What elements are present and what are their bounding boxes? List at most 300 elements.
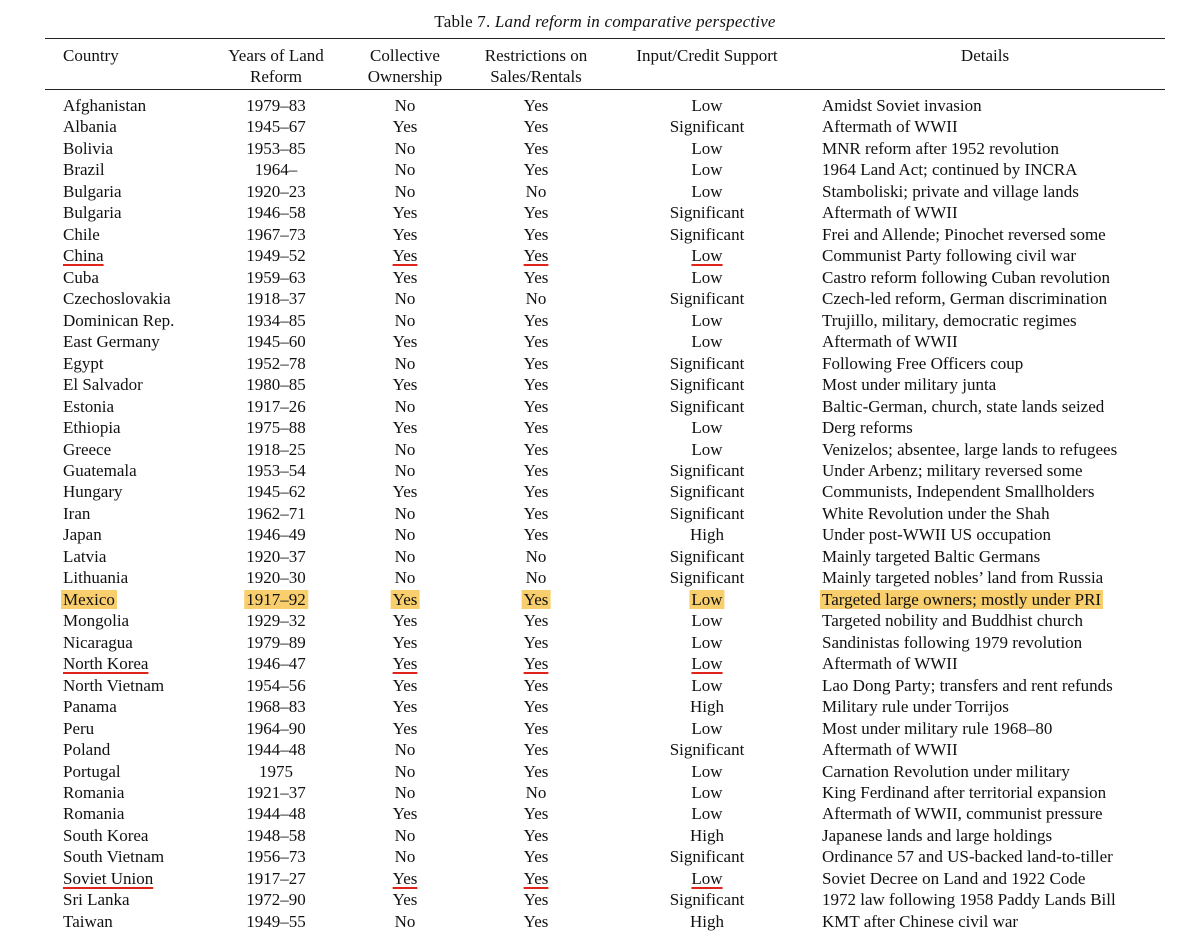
cell-collective-text: Yes <box>392 804 418 824</box>
cell-restrictions <box>524 846 549 867</box>
cell-years <box>246 181 306 202</box>
table-row <box>0 202 1200 223</box>
cell-collective-text: Yes <box>392 117 418 137</box>
cell-details <box>822 803 1103 824</box>
cell-details-text: Targeted nobility and Buddhist church <box>822 611 1084 631</box>
cell-details <box>822 138 1059 159</box>
cell-country <box>63 868 153 889</box>
cell-input-support <box>691 245 722 266</box>
table-row <box>0 610 1200 631</box>
cell-years <box>246 245 306 266</box>
cell-restrictions <box>524 95 549 116</box>
cell-details-text: Lao Dong Party; transfers and rent refunds <box>822 675 1113 695</box>
cell-input-support-text: High <box>690 911 724 931</box>
table-row <box>0 181 1200 202</box>
cell-input-support-text: Low <box>691 654 723 674</box>
cell-details-text: Aftermath of WWII <box>822 740 958 760</box>
table-body <box>0 95 1200 932</box>
cell-details <box>822 524 1051 545</box>
cell-input-support <box>670 396 745 417</box>
cell-restrictions <box>524 417 549 438</box>
cell-country-text: Bulgaria <box>63 181 122 201</box>
cell-details-text: Castro reform following Cuban revolution <box>822 267 1111 287</box>
cell-collective <box>395 460 416 481</box>
cell-restrictions <box>524 675 549 696</box>
cell-years <box>246 803 306 824</box>
cell-country <box>63 761 121 782</box>
cell-years-text: 1946–58 <box>246 203 306 223</box>
cell-years-text: 1948–58 <box>246 825 306 845</box>
cell-restrictions <box>526 782 547 803</box>
table-title: Land reform in comparative perspective <box>494 12 776 31</box>
table-row <box>0 374 1200 395</box>
cell-input-support-text: Low <box>691 632 723 652</box>
cell-restrictions <box>524 739 549 760</box>
cell-years <box>246 868 306 889</box>
cell-years <box>246 739 306 760</box>
cell-details-text: Targeted large owners; mostly under PRI <box>822 589 1102 609</box>
cell-country <box>63 696 117 717</box>
cell-years-text: 1953–85 <box>246 138 306 158</box>
cell-years <box>246 653 306 674</box>
cell-details-text: Following Free Officers coup <box>822 353 1024 373</box>
cell-input-support-text: Low <box>691 181 723 201</box>
cell-details <box>822 718 1052 739</box>
cell-country <box>63 803 124 824</box>
cell-restrictions-text: Yes <box>523 654 549 674</box>
cell-collective-text: No <box>394 160 416 180</box>
cell-collective-text: Yes <box>392 375 418 395</box>
cell-collective <box>393 632 418 653</box>
cell-restrictions-text: Yes <box>523 439 549 459</box>
cell-details-text: Trujillo, military, democratic regimes <box>822 310 1077 330</box>
cell-restrictions-text: Yes <box>523 890 549 910</box>
cell-country <box>63 911 113 932</box>
cell-input-support-text: Low <box>691 783 723 802</box>
cell-restrictions-text: No <box>525 568 547 588</box>
cell-restrictions-text: Yes <box>523 203 549 223</box>
cell-input-support-text: Significant <box>669 396 745 416</box>
cell-country-text: Nicaragua <box>63 632 133 652</box>
cell-restrictions <box>524 202 549 223</box>
cell-country <box>63 653 148 674</box>
cell-collective <box>395 310 416 331</box>
cell-details-text: Sandinistas following 1979 revolution <box>822 632 1083 652</box>
cell-input-support <box>691 439 722 460</box>
cell-restrictions-text: Yes <box>523 589 549 609</box>
table-row <box>0 267 1200 288</box>
cell-collective-text: No <box>394 439 416 459</box>
cell-input-support <box>691 181 722 202</box>
cell-years <box>246 889 306 910</box>
cell-input-support <box>691 868 722 889</box>
cell-input-support-text: Significant <box>669 740 745 760</box>
header-country <box>63 45 119 66</box>
cell-details-text: Most under military junta <box>822 375 997 395</box>
cell-years <box>246 632 306 653</box>
table-row <box>0 567 1200 588</box>
cell-country-text: China <box>63 246 104 266</box>
cell-collective <box>395 825 416 846</box>
cell-collective <box>395 546 416 567</box>
cell-input-support <box>670 116 745 137</box>
cell-years <box>246 417 306 438</box>
cell-details <box>822 653 958 674</box>
cell-years <box>246 116 306 137</box>
cell-country-text: Portugal <box>63 761 121 781</box>
cell-country <box>63 202 122 223</box>
table-row <box>0 825 1200 846</box>
cell-restrictions-text: Yes <box>523 418 549 438</box>
cell-restrictions-text: Yes <box>523 761 549 781</box>
cell-details-text: 1972 law following 1958 Paddy Lands Bill <box>822 890 1116 910</box>
cell-details <box>822 288 1107 309</box>
cell-collective <box>393 267 418 288</box>
cell-details-text: Communists, Independent Smallholders <box>822 482 1095 502</box>
cell-country <box>63 460 137 481</box>
cell-restrictions-text: Yes <box>523 267 549 287</box>
cell-country <box>63 95 146 116</box>
cell-collective <box>393 245 418 266</box>
cell-restrictions <box>524 353 549 374</box>
cell-restrictions-text: Yes <box>523 246 549 266</box>
cell-country-text: North Vietnam <box>63 675 165 695</box>
cell-country <box>63 503 90 524</box>
cell-details <box>822 310 1077 331</box>
cell-years <box>246 95 306 116</box>
cell-details-text: Aftermath of WWII <box>822 203 958 223</box>
cell-country-text: Cuba <box>63 267 99 287</box>
cell-collective-text: No <box>394 525 416 545</box>
cell-country-text: Poland <box>63 740 111 760</box>
cell-years <box>246 481 306 502</box>
cell-restrictions-text: Yes <box>523 697 549 717</box>
cell-collective-text: No <box>394 911 416 931</box>
cell-details <box>822 245 1076 266</box>
cell-details <box>822 675 1113 696</box>
cell-collective <box>395 782 416 803</box>
cell-collective <box>395 138 416 159</box>
cell-collective-text: Yes <box>392 332 418 352</box>
cell-input-support <box>670 202 745 223</box>
cell-restrictions <box>524 589 549 610</box>
cell-country <box>63 417 121 438</box>
cell-details-text: Soviet Decree on Land and 1922 Code <box>822 868 1086 888</box>
cell-details-text: Aftermath of WWII <box>822 332 958 352</box>
cell-country-text: Latvia <box>63 546 107 566</box>
cell-details-text: 1964 Land Act; continued by INCRA <box>822 160 1078 180</box>
cell-years <box>246 202 306 223</box>
cell-collective-text: Yes <box>392 246 418 266</box>
table-row <box>0 889 1200 910</box>
header-input-support-label: Input/Credit Support <box>636 46 778 65</box>
cell-collective-text: No <box>394 181 416 201</box>
cell-details-text: Stamboliski; private and village lands <box>822 181 1079 201</box>
cell-collective-text: No <box>394 568 416 588</box>
cell-restrictions <box>524 803 549 824</box>
cell-restrictions-text: No <box>525 783 547 802</box>
cell-collective-text: Yes <box>392 697 418 717</box>
cell-years <box>246 610 306 631</box>
table-row <box>0 675 1200 696</box>
cell-restrictions-text: Yes <box>523 804 549 824</box>
cell-years-text: 1949–52 <box>246 246 306 266</box>
cell-input-support <box>691 417 722 438</box>
cell-collective <box>393 610 418 631</box>
cell-restrictions-text: Yes <box>523 460 549 480</box>
cell-input-support-text: Significant <box>669 117 745 137</box>
cell-years <box>246 567 306 588</box>
cell-country-text: Bolivia <box>63 138 114 158</box>
header-collective-line2: Ownership <box>367 67 443 86</box>
cell-country <box>63 632 133 653</box>
cell-details <box>822 868 1085 889</box>
cell-input-support <box>670 224 745 245</box>
cell-input-support-text: Significant <box>669 482 745 502</box>
cell-details <box>822 159 1077 180</box>
cell-input-support-text: Low <box>691 138 723 158</box>
cell-details <box>822 610 1083 631</box>
cell-years-text: 1952–78 <box>246 353 306 373</box>
cell-years <box>246 503 306 524</box>
cell-input-support-text: Low <box>691 310 723 330</box>
cell-years <box>259 761 293 782</box>
cell-years-text: 1918–25 <box>246 439 306 459</box>
cell-restrictions-text: Yes <box>523 525 549 545</box>
cell-restrictions <box>524 696 549 717</box>
cell-restrictions <box>524 632 549 653</box>
cell-collective-text: No <box>394 353 416 373</box>
cell-details-text: Ordinance 57 and US-backed land-to-tiller <box>822 847 1113 867</box>
cell-country-text: South Korea <box>63 825 149 845</box>
cell-restrictions-text: Yes <box>523 718 549 738</box>
cell-country-text: East Germany <box>63 332 160 352</box>
cell-details-text: Derg reforms <box>822 418 913 438</box>
cell-collective-text: Yes <box>392 890 418 910</box>
cell-years-text: 1968–83 <box>246 697 306 717</box>
cell-restrictions <box>524 138 549 159</box>
cell-input-support-text: Low <box>691 868 723 888</box>
cell-country <box>63 524 102 545</box>
cell-restrictions <box>524 524 549 545</box>
cell-years <box>246 911 306 932</box>
cell-input-support <box>691 95 722 116</box>
table-row <box>0 288 1200 309</box>
cell-restrictions-text: Yes <box>523 825 549 845</box>
cell-details <box>822 331 958 352</box>
cell-restrictions <box>524 503 549 524</box>
cell-collective-text: No <box>394 761 416 781</box>
cell-years <box>246 782 306 803</box>
cell-country <box>63 374 143 395</box>
cell-years-text: 1917–26 <box>246 396 306 416</box>
table-row <box>0 589 1200 610</box>
cell-collective <box>393 116 418 137</box>
cell-years <box>246 224 306 245</box>
cell-details-text: Frei and Allende; Pinochet reversed some <box>822 224 1106 244</box>
cell-years <box>246 675 306 696</box>
cell-country <box>63 138 113 159</box>
cell-collective-text: No <box>394 138 416 158</box>
cell-input-support <box>691 632 722 653</box>
cell-country <box>63 546 106 567</box>
cell-details <box>822 846 1113 867</box>
cell-input-support <box>691 675 722 696</box>
cell-input-support <box>690 911 724 932</box>
cell-years-text: 1953–54 <box>246 460 306 480</box>
cell-collective-text: No <box>394 96 416 115</box>
cell-country-text: Greece <box>63 439 112 459</box>
cell-country-text: El Salvador <box>63 375 143 395</box>
cell-collective-text: No <box>394 460 416 480</box>
cell-restrictions-text: Yes <box>523 911 549 931</box>
cell-country <box>63 739 110 760</box>
cell-restrictions-text: No <box>525 289 547 309</box>
cell-years <box>246 825 306 846</box>
header-collective <box>368 45 443 87</box>
cell-details-text: Amidst Soviet invasion <box>822 96 982 115</box>
cell-restrictions-text: Yes <box>523 675 549 695</box>
cell-restrictions-text: Yes <box>523 632 549 652</box>
cell-input-support-text: Significant <box>669 568 745 588</box>
cell-details-text: Under Arbenz; military reversed some <box>822 460 1083 480</box>
table-row <box>0 396 1200 417</box>
cell-collective <box>395 761 416 782</box>
header-years-line1: Years of Land <box>228 46 324 65</box>
table-row <box>0 95 1200 116</box>
cell-restrictions <box>524 718 549 739</box>
cell-restrictions <box>524 653 549 674</box>
cell-collective-text: No <box>394 783 416 802</box>
cell-years <box>246 524 306 545</box>
cell-collective-text: Yes <box>392 611 418 631</box>
table-row <box>0 653 1200 674</box>
header-details-label: Details <box>960 46 1010 65</box>
cell-restrictions <box>524 761 549 782</box>
cell-country-text: Ethiopia <box>63 418 121 438</box>
cell-details-text: Venizelos; absentee, large lands to refugees <box>822 439 1118 459</box>
cell-country <box>63 610 129 631</box>
cell-input-support-text: Low <box>691 439 723 459</box>
cell-details-text: Aftermath of WWII <box>822 654 958 674</box>
cell-years-text: 1972–90 <box>246 890 306 910</box>
cell-restrictions <box>524 481 549 502</box>
cell-restrictions-text: Yes <box>523 868 549 888</box>
cell-input-support-text: Significant <box>669 224 745 244</box>
cell-country-text: Hungary <box>63 482 123 502</box>
cell-country-text: Iran <box>63 503 91 523</box>
cell-details <box>822 739 958 760</box>
cell-collective <box>395 567 416 588</box>
cell-details <box>822 181 1079 202</box>
cell-years-text: 1945–62 <box>246 482 306 502</box>
cell-collective <box>393 224 418 245</box>
cell-details-text: Under post-WWII US occupation <box>822 525 1051 545</box>
cell-restrictions-text: Yes <box>523 740 549 760</box>
cell-country-text: North Korea <box>63 654 149 674</box>
cell-years <box>246 718 306 739</box>
cell-details-text: KMT after Chinese civil war <box>822 911 1019 931</box>
header-years-line2: Reform <box>250 67 302 86</box>
cell-input-support <box>670 739 745 760</box>
cell-country-text: Brazil <box>63 160 105 180</box>
header-input-support <box>636 45 777 66</box>
cell-years-text: 1946–47 <box>246 654 306 674</box>
cell-input-support <box>670 481 745 502</box>
cell-years-text: 1920–30 <box>246 568 306 588</box>
cell-restrictions-text: Yes <box>523 117 549 137</box>
cell-collective-text: Yes <box>392 482 418 502</box>
cell-input-support-text: Significant <box>669 353 745 373</box>
table-row <box>0 782 1200 803</box>
cell-input-support-text: High <box>690 525 724 545</box>
cell-years-text: 1946–49 <box>246 525 306 545</box>
cell-collective-text: Yes <box>392 718 418 738</box>
cell-details-text: Aftermath of WWII <box>822 117 958 137</box>
cell-years <box>246 439 306 460</box>
cell-details-text: Mainly targeted nobles’ land from Russia <box>822 568 1104 588</box>
cell-input-support-text: Low <box>691 332 723 352</box>
cell-years <box>246 331 306 352</box>
cell-years-text: 1956–73 <box>246 847 306 867</box>
table-number: Table 7. <box>434 12 491 31</box>
cell-input-support <box>690 524 724 545</box>
cell-years-text: 1934–85 <box>246 310 306 330</box>
cell-input-support-text: Low <box>691 675 723 695</box>
cell-years <box>255 159 298 180</box>
cell-details-text: Military rule under Torrijos <box>822 697 1009 717</box>
cell-restrictions <box>524 610 549 631</box>
cell-restrictions-text: Yes <box>523 375 549 395</box>
cell-collective-text: Yes <box>392 632 418 652</box>
cell-input-support <box>670 503 745 524</box>
cell-country <box>63 396 114 417</box>
cell-restrictions-text: Yes <box>523 332 549 352</box>
cell-collective <box>393 868 418 889</box>
cell-details <box>822 546 1040 567</box>
cell-input-support-text: Low <box>691 246 723 266</box>
cell-restrictions-text: Yes <box>523 160 549 180</box>
cell-country-text: Peru <box>63 718 95 738</box>
table-row <box>0 353 1200 374</box>
cell-collective <box>395 396 416 417</box>
cell-details <box>822 116 958 137</box>
cell-input-support <box>670 567 745 588</box>
cell-years-text: 1917–92 <box>246 589 306 609</box>
cell-input-support-text: Significant <box>669 375 745 395</box>
cell-country <box>63 589 115 610</box>
cell-input-support <box>690 696 724 717</box>
table-row <box>0 310 1200 331</box>
cell-collective <box>395 739 416 760</box>
cell-restrictions <box>524 825 549 846</box>
cell-country <box>63 310 174 331</box>
cell-collective-text: Yes <box>392 868 418 888</box>
table-row <box>0 159 1200 180</box>
cell-details <box>822 825 1052 846</box>
cell-collective-text: No <box>394 503 416 523</box>
cell-details <box>822 353 1023 374</box>
cell-years <box>246 546 306 567</box>
table-row <box>0 718 1200 739</box>
cell-country-text: Panama <box>63 697 117 717</box>
header-years <box>228 45 324 87</box>
cell-country-text: Romania <box>63 783 125 802</box>
cell-country <box>63 159 105 180</box>
cell-years-text: 1917–27 <box>246 868 306 888</box>
cell-country <box>63 889 130 910</box>
cell-country-text: Taiwan <box>63 911 113 931</box>
